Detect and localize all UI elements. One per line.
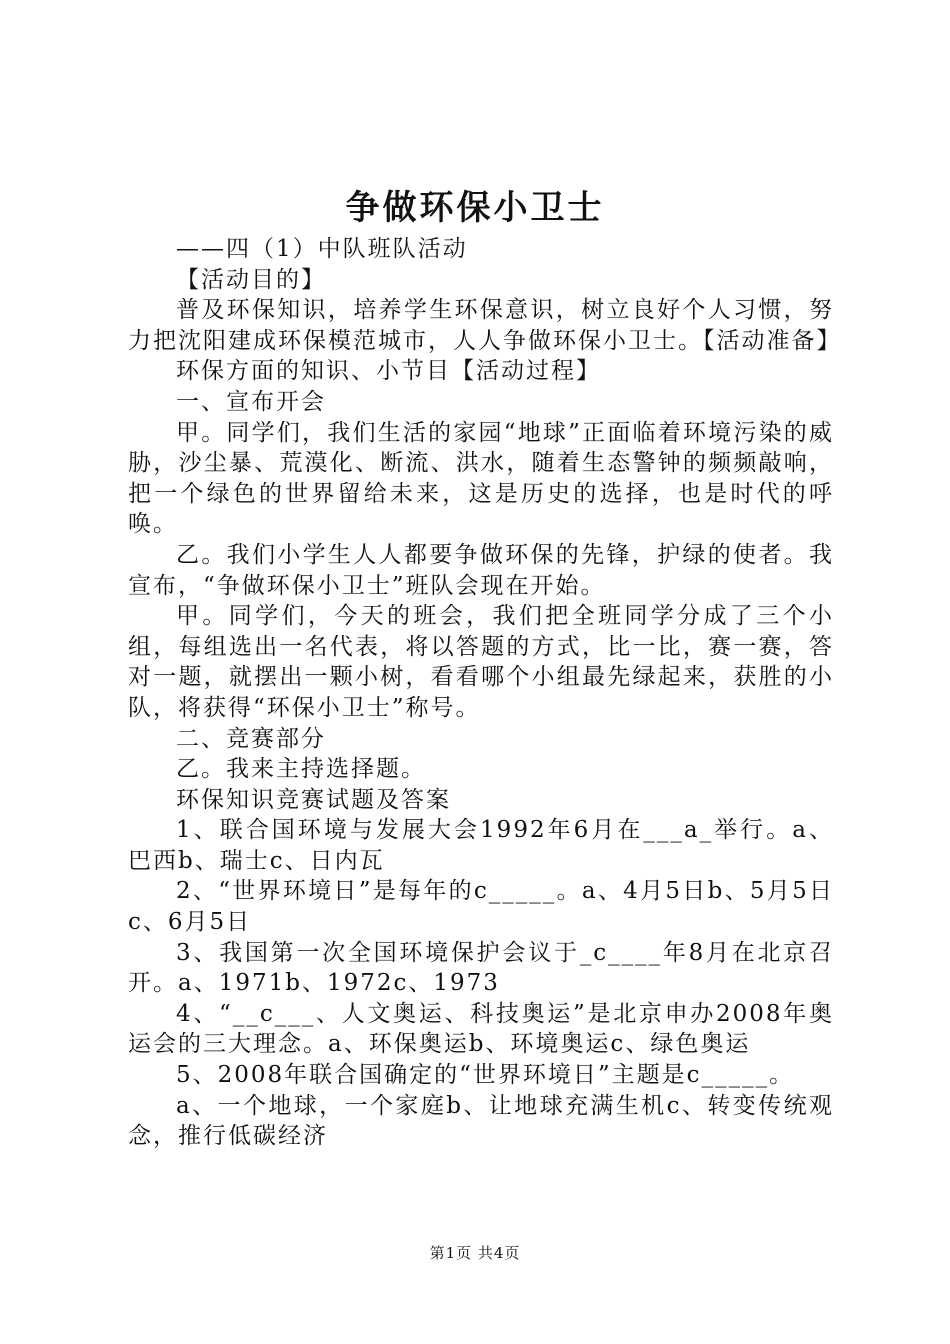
section-heading: 二、竞赛部分 [176, 725, 326, 752]
document-title: 争做环保小卫士 [345, 188, 605, 228]
paragraph: 甲。同学们，我们生活的家园“地球”正面临着环境污染的威胁，沙尘暴、荒漠化、断流、洪水，随着生态警钟的频频敲响，把一个绿色的世界留给未来，这是历史的选择，也是时代的呼唤。 [128, 419, 834, 538]
quiz-options: a、一个地球，一个家庭b、让地球充满生机c、转变传统观念，推行低碳经济 [128, 1092, 834, 1150]
paragraph: 环保知识竞赛试题及答案 [176, 786, 451, 813]
paragraph: 乙。我来主持选择题。 [176, 756, 426, 783]
document-body [128, 234, 842, 1152]
quiz-question: 5、2008年联合国确定的“世界环境日”主题是c_____。 [176, 1062, 795, 1089]
paragraph: 普及环保知识，培养学生环保意识，树立良好个人习惯，努力把沈阳建成环保模范城市，人人争做环保小卫士。【活动准备】 [128, 297, 842, 354]
section-heading-purpose: 【活动目的】 [176, 266, 326, 293]
quiz-question: 3、我国第一次全国环境保护会议于_c____年8月在北京召开。a、1971b、1972c、1973 [128, 939, 834, 997]
section-heading: 一、宣布开会 [176, 388, 326, 415]
subtitle-line: ——四（1）中队班队活动 [176, 236, 468, 262]
page-footer: 第1页 共4页 [429, 1244, 521, 1262]
quiz-question: 1、联合国环境与发展大会1992年6月在___a_举行。a、巴西b、瑞士c、日内瓦 [128, 817, 834, 874]
quiz-question: 4、“__c___、人文奥运、科技奥运”是北京申办2008年奥运会的三大理念。a、环保奥运b、环境奥运c、绿色奥运 [128, 1000, 834, 1058]
paragraph: 环保方面的知识、小节目【活动过程】 [176, 358, 601, 385]
paragraph: 甲。同学们，今天的班会，我们把全班同学分成了三个小组，每组选出一名代表，将以答题的方式，比一比，赛一赛，答对一题，就摆出一颗小树，看看哪个小组最先绿起来，获胜的小队，将获得“环保小卫士”称号。 [128, 603, 834, 721]
quiz-question: 2、“世界环境日”是每年的c_____。a、4月5日b、5月5日c、6月5日 [128, 878, 834, 936]
paragraph: 乙。我们小学生人人都要争做环保的先锋，护绿的使者。我宣布，“争做环保小卫士”班队会现在开始。 [128, 541, 834, 599]
